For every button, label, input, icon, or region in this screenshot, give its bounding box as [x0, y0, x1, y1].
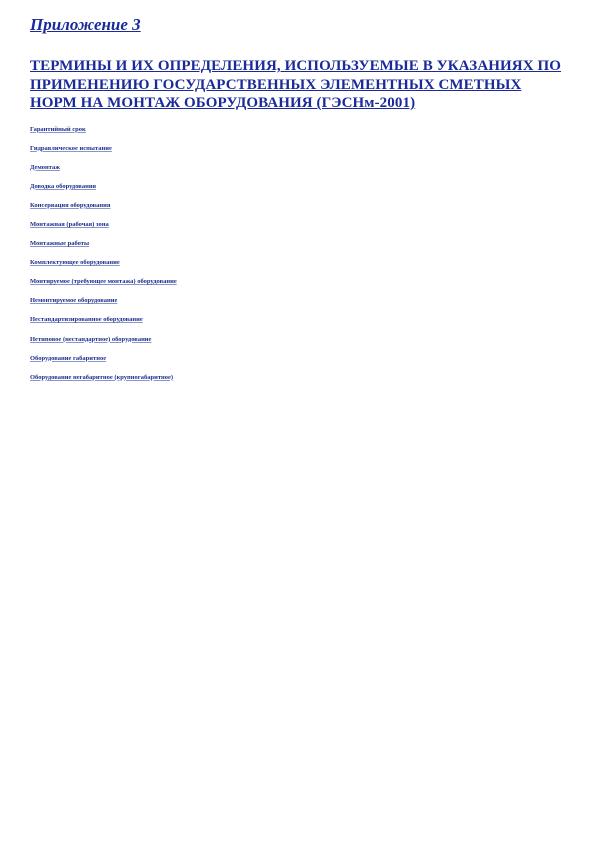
term-name: Монтажные работы [30, 240, 90, 248]
term-paragraph [30, 335, 565, 345]
term-name: Доводка оборудования [30, 182, 97, 190]
term-paragraph [30, 182, 565, 192]
term-paragraph [30, 315, 565, 325]
terms-list [30, 125, 565, 383]
term-paragraph [30, 163, 565, 173]
term-name: Монтажная (рабочая) зона [30, 220, 109, 228]
term-name: Немонтируемое оборудование [30, 297, 118, 305]
term-name: Комплектующее оборудование [30, 259, 120, 267]
document-title: ТЕРМИНЫ И ИХ ОПРЕДЕЛЕНИЯ, ИСПОЛЬЗУЕМЫЕ В УКАЗАНИЯХ ПО ПРИМЕНЕНИЮ ГОСУДАРСТВЕННЫХ ЭЛЕМЕНТНЫХ СМЕТНЫХ НОРМ НА МОНТАЖ ОБОРУДОВАНИЯ (ГЭСНм-2001) [30, 58, 562, 111]
term-paragraph [30, 201, 565, 211]
term-name: Оборудование габаритное [30, 354, 107, 362]
term-paragraph [30, 373, 565, 383]
term-paragraph [30, 258, 565, 268]
term-paragraph [30, 144, 565, 154]
term-paragraph [30, 277, 565, 287]
term-paragraph [30, 125, 565, 135]
term-paragraph [30, 296, 565, 306]
term-paragraph [30, 239, 565, 249]
appendix-label: Приложение 3 [30, 15, 141, 34]
term-name: Консервация оборудования [30, 201, 111, 209]
term-paragraph [30, 354, 565, 364]
term-name: Нетиповое (нестандартное) оборудование [30, 335, 152, 343]
term-name: Нестандартизированное оборудование [30, 316, 143, 324]
term-paragraph [30, 220, 565, 230]
term-name: Гидравлическое испытание [30, 144, 112, 152]
term-name: Оборудование негабаритное (крупногабаритное) [30, 373, 174, 381]
term-name: Гарантийный срок [30, 125, 86, 133]
term-name: Монтируемое (требующее монтажа) оборудование [30, 278, 177, 286]
term-name: Демонтаж [30, 163, 61, 171]
